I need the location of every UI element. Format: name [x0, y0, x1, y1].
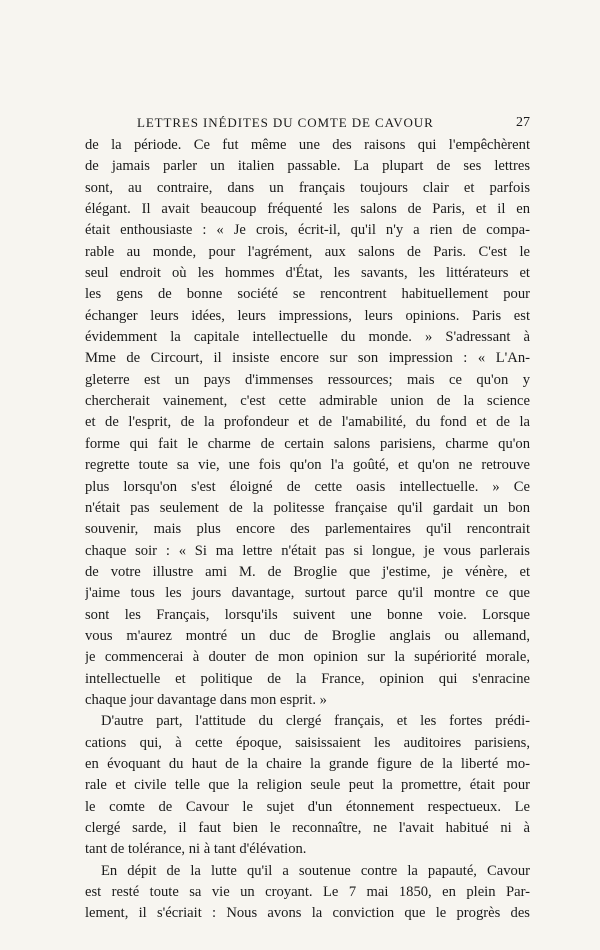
text-line: gleterre est un pays d'immenses ressources; mais ce qu'on y [85, 371, 530, 388]
text-line: de jamais parler un italien passable. La plupart de ses lettres [85, 158, 530, 175]
text-line: chaque jour davantage dans mon esprit. » [85, 691, 327, 708]
text-line: D'autre part, l'attitude du clergé français, et les fortes prédi- [101, 713, 530, 730]
text-line: était enthousiaste : « Je crois, écrit-il, qu'il n'y a rien de compa- [85, 222, 530, 239]
text-line: cations qui, à cette époque, saisissaient les auditoires parisiens, [85, 734, 530, 751]
text-line: clergé sarde, il faut bien le reconnaître, ne l'avait habitué ni à [85, 820, 530, 836]
text-line: en évoquant du haut de la chaire la grande figure de la liberté mo- [85, 755, 530, 772]
text-line: les gens de bonne société se rencontrent habituellement pour [85, 286, 530, 303]
text-line: sont, au contraire, dans un français toujours clair et parfois [85, 179, 530, 196]
text-line: tant de tolérance, ni à tant d'élévation. [85, 841, 307, 858]
text-line: En dépit de la lutte qu'il a soutenue contre la papauté, Cavour [101, 862, 530, 879]
text-line: Mme de Circourt, il insiste encore sur son impression : « L'An- [85, 350, 530, 367]
text-line: rale et civile telle que la religion seule peut la promettre, était pour [85, 777, 530, 794]
text-line: plus lorsqu'on s'est éloigné de cette oasis intellectuelle. » Ce [85, 478, 530, 495]
text-line: seul endroit où les hommes d'État, les savants, les littérateurs et [85, 265, 530, 282]
text-line: souvenir, mais plus encore des parlementaires qu'il rencontrait [85, 521, 530, 538]
running-head [85, 115, 530, 135]
text-line: de la période. Ce fut même une des raisons qui l'empêchèrent [85, 137, 530, 153]
text-line: intellectuelle et politique de la France, opinion qui s'enracine [85, 670, 530, 687]
text-line: élégant. Il avait beaucoup fréquenté les salons de Paris, et il en [85, 201, 530, 218]
page-number: 27 [516, 115, 530, 130]
text-line: lement, il s'écriait : Nous avons la conviction que le progrès des [85, 905, 530, 922]
text-line: le comte de Cavour le sujet d'un étonnement respectueux. Le [85, 798, 530, 815]
text-line: et de l'esprit, de la profondeur et de l'amabilité, du fond et de la [85, 414, 530, 431]
text-line: échanger leurs idées, leurs impressions, leurs opinions. Paris est [85, 307, 530, 324]
text-line: n'était pas seulement de la politesse française qu'il gardait un bon [85, 499, 530, 516]
text-line: rable au monde, pour l'agrément, aux salons de Paris. C'est le [85, 243, 530, 260]
text-line: évidemment la capitale intellectuelle du monde. » S'adressant à [85, 329, 530, 346]
text-line: regrette toute sa vie, une fois qu'on l'a goûté, et qu'on ne retrouve [85, 457, 530, 474]
text-line: chercherait vainement, c'est cette admirable union de la science [85, 393, 530, 410]
text-line: de votre illustre ami M. de Broglie que j'estime, je vénère, et [85, 563, 530, 580]
text-line: j'aime tous les jours davantage, surtout parce qu'il montre ce que [85, 585, 530, 602]
body-text [85, 135, 530, 925]
text-line: vous m'aurez montré un duc de Broglie anglais ou allemand, [85, 627, 530, 644]
text-line: est resté toute sa vie un croyant. Le 7 mai 1850, en plein Par- [85, 884, 530, 901]
text-line: je commencerai à douter de mon opinion sur la supériorité morale, [85, 649, 530, 666]
running-title: LETTRES INÉDITES DU COMTE DE CAVOUR [137, 115, 434, 130]
text-line: chaque soir : « Si ma lettre n'était pas si longue, je vous parlerais [85, 542, 530, 559]
text-line: sont les Français, lorsqu'ils suivent une bonne voie. Lorsque [85, 606, 530, 623]
text-line: forme qui fait le charme de certain salons parisiens, charme qu'on [85, 435, 530, 452]
